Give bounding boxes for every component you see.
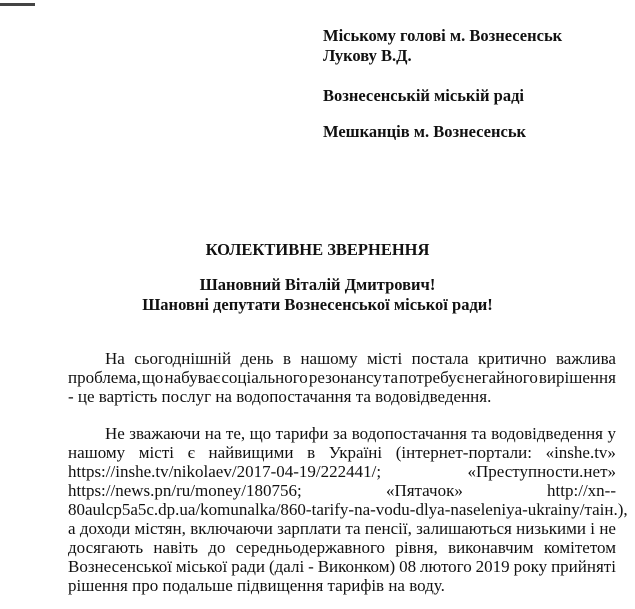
word: Вознесенської — [68, 557, 172, 576]
word: Не — [105, 424, 125, 443]
word: https://news.pn/ru/money/180756; — [68, 481, 302, 500]
word: року — [513, 557, 548, 576]
word: місті — [138, 443, 174, 462]
line-text — [68, 538, 616, 557]
word: та — [382, 368, 398, 387]
word: в — [307, 443, 316, 462]
corner-mark — [0, 3, 35, 6]
word: «Преступности.нет» — [467, 462, 616, 481]
word: «inshe.tv» — [545, 443, 616, 462]
addressee-mayor-line2: Лукову В.Д. — [323, 46, 412, 65]
word: нашому — [300, 349, 358, 368]
line-text — [68, 462, 616, 481]
addressee-residents: Мешканців м. Вознесенськ — [323, 122, 527, 141]
word: та — [584, 500, 600, 519]
word: «Пятачок» — [385, 481, 463, 500]
word: (далі — [268, 557, 305, 576]
line-text — [68, 500, 628, 519]
paragraph-line — [68, 557, 616, 576]
word: зарплати — [277, 519, 342, 538]
word: лютого — [420, 557, 472, 576]
word: постала — [411, 349, 469, 368]
word: https://inshe.tv/nikolaev/2017-04-19/222441/; — [68, 462, 382, 481]
word: середньодержавного — [235, 538, 386, 557]
word: та — [471, 424, 487, 443]
addressee-council: Вознесенській міській раді — [323, 86, 524, 105]
word: набуває — [164, 368, 221, 387]
word: містян, — [134, 519, 186, 538]
paragraph-line — [68, 368, 616, 387]
paragraph-line — [68, 462, 616, 481]
word: На — [105, 349, 125, 368]
word: нашому — [68, 443, 126, 462]
word: прийняті — [551, 557, 616, 576]
line-text — [68, 481, 616, 500]
word: ради — [231, 557, 266, 576]
paragraph-line — [68, 519, 616, 538]
word: досягають — [68, 538, 144, 557]
word: в — [282, 349, 292, 368]
line-text — [105, 349, 616, 368]
word: водовідведення — [491, 424, 603, 443]
word: сьогоднішній — [134, 349, 232, 368]
word: важлива — [555, 349, 616, 368]
paragraph-line — [105, 424, 616, 443]
greeting-line1: Шановний Віталій Дмитрович! — [199, 275, 436, 294]
word: http://xn-- — [547, 481, 616, 500]
greeting-line2: Шановні депутати Вознесенської міської ради! — [142, 295, 493, 314]
line-text — [68, 557, 616, 576]
word: водопостачання — [351, 424, 467, 443]
word: комітетом — [543, 538, 616, 557]
addressee-mayor-line1: Міському голові м. Вознесенськ — [323, 26, 563, 45]
word: пенсії, — [364, 519, 412, 538]
word: доходи — [79, 519, 131, 538]
word: рівня, — [395, 538, 438, 557]
word: на — [204, 424, 222, 443]
word: критично — [478, 349, 547, 368]
word: місті — [367, 349, 403, 368]
word: вирішення — [538, 368, 616, 387]
paragraph-line: - це вартість послуг на водопостачання та водовідведення. — [68, 387, 492, 406]
paragraph-line — [68, 500, 628, 519]
document-title: КОЛЕКТИВНЕ ЗВЕРНЕННЯ — [205, 240, 430, 259]
word: виконавчим — [448, 538, 534, 557]
word: 08 — [399, 557, 417, 576]
word: день — [240, 349, 274, 368]
word: залишаються — [416, 519, 512, 538]
word: 80aulcp5a5c.dp.ua/komunalka/860-tarify-na-vodu-dlya-naseleniya-ukrainy/ — [68, 500, 585, 519]
word: Україні — [328, 443, 383, 462]
word: є — [187, 443, 195, 462]
paragraph-line — [105, 349, 616, 368]
word: 2019 — [475, 557, 510, 576]
word: та — [345, 519, 361, 538]
word: Виконком) — [317, 557, 396, 576]
word: що — [141, 368, 164, 387]
line-text — [68, 368, 616, 387]
word: зважаючи — [129, 424, 201, 443]
word: і — [590, 519, 596, 538]
word: негайного — [464, 368, 538, 387]
word: - — [308, 557, 314, 576]
line-text — [68, 519, 616, 538]
word: потребує — [399, 368, 464, 387]
word: тарифи — [275, 424, 329, 443]
word: низькими — [516, 519, 586, 538]
word: соціального — [221, 368, 308, 387]
word: міської — [175, 557, 228, 576]
word: резонансу — [308, 368, 382, 387]
paragraph-line — [68, 481, 616, 500]
line-text — [68, 443, 616, 462]
paragraph-line: рішення про подальше підвищення тарифів на воду. — [68, 576, 445, 595]
word: включаючи — [190, 519, 273, 538]
word: за — [333, 424, 348, 443]
word: не — [599, 519, 616, 538]
paragraph-line — [68, 538, 616, 557]
word: навіть — [153, 538, 198, 557]
word: проблема, — [68, 368, 141, 387]
word: (інтернет-портали: — [395, 443, 532, 462]
word: у — [607, 424, 616, 443]
word: до — [208, 538, 226, 557]
word: те, — [225, 424, 246, 443]
word: що — [249, 424, 272, 443]
word: ін.), — [599, 500, 628, 519]
paragraph-line — [68, 443, 616, 462]
line-text — [105, 424, 616, 443]
word: а — [68, 519, 76, 538]
word: найвищими — [208, 443, 294, 462]
